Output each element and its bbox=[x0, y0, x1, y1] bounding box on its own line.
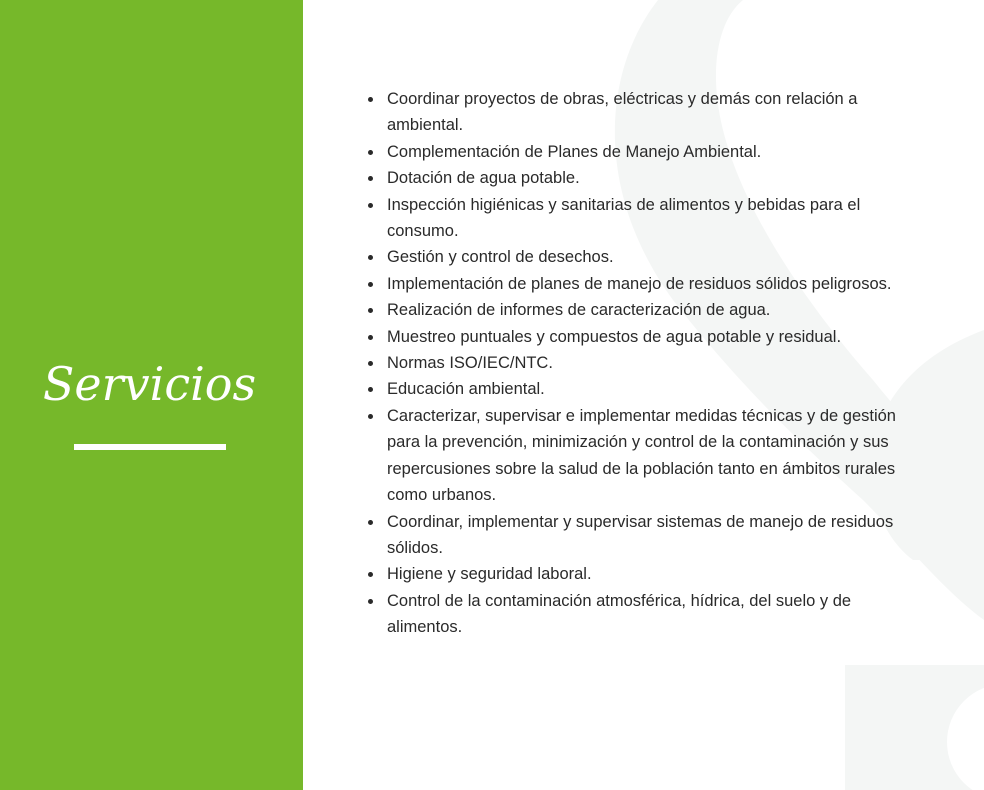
service-item-text: Dotación de agua potable. bbox=[387, 169, 580, 188]
bullet-dot-icon bbox=[368, 414, 373, 419]
service-item bbox=[387, 588, 907, 641]
bullet-dot-icon bbox=[368, 97, 373, 102]
service-item-text: Realización de informes de caracterización de agua. bbox=[387, 301, 771, 320]
service-item-text: Implementación de planes de manejo de residuos sólidos peligrosos. bbox=[387, 274, 892, 293]
service-item bbox=[387, 509, 907, 562]
service-item-text: Inspección higiénicas y sanitarias de alimentos y bebidas para el consumo. bbox=[387, 195, 861, 241]
service-item-text: Gestión y control de desechos. bbox=[387, 248, 614, 267]
bullet-dot-icon bbox=[368, 150, 373, 155]
bullet-dot-icon bbox=[368, 520, 373, 525]
service-item bbox=[387, 350, 907, 376]
section-title: Servicios bbox=[42, 357, 257, 411]
service-item bbox=[387, 324, 907, 350]
service-item bbox=[387, 165, 907, 191]
service-item bbox=[387, 244, 907, 270]
content-panel bbox=[303, 0, 984, 790]
service-item bbox=[387, 192, 907, 245]
service-item bbox=[387, 561, 907, 587]
service-item bbox=[387, 271, 907, 297]
service-item-text: Control de la contaminación atmosférica, hídrica, del suelo y de alimentos. bbox=[387, 591, 852, 637]
service-item-text: Educación ambiental. bbox=[387, 380, 545, 399]
service-item-text: Complementación de Planes de Manejo Ambiental. bbox=[387, 142, 762, 161]
services-list bbox=[387, 86, 907, 641]
bullet-dot-icon bbox=[368, 282, 373, 287]
service-item-text: Normas ISO/IEC/NTC. bbox=[387, 354, 553, 373]
sidebar-panel bbox=[0, 0, 303, 790]
service-item bbox=[387, 403, 907, 509]
bullet-dot-icon bbox=[368, 203, 373, 208]
title-underline bbox=[74, 444, 226, 450]
bullet-dot-icon bbox=[368, 599, 373, 604]
bullet-dot-icon bbox=[368, 335, 373, 340]
service-item-text: Coordinar proyectos de obras, eléctricas y demás con relación a ambiental. bbox=[387, 90, 858, 135]
service-item bbox=[387, 86, 907, 139]
service-item bbox=[387, 297, 907, 323]
service-item bbox=[387, 139, 907, 165]
service-item-text: Caracterizar, supervisar e implementar medidas técnicas y de gestión para la prevención, minimización y control de la contaminación y sus repercusiones sobre la salud de la población tanto en ámbitos rurales como urbanos. bbox=[387, 406, 896, 505]
service-item-text: Coordinar, implementar y supervisar sistemas de manejo de residuos sólidos. bbox=[387, 512, 894, 557]
service-item-text: Muestreo puntuales y compuestos de agua potable y residual. bbox=[387, 327, 842, 346]
service-item bbox=[387, 376, 907, 402]
service-item-text: Higiene y seguridad laboral. bbox=[387, 565, 592, 584]
